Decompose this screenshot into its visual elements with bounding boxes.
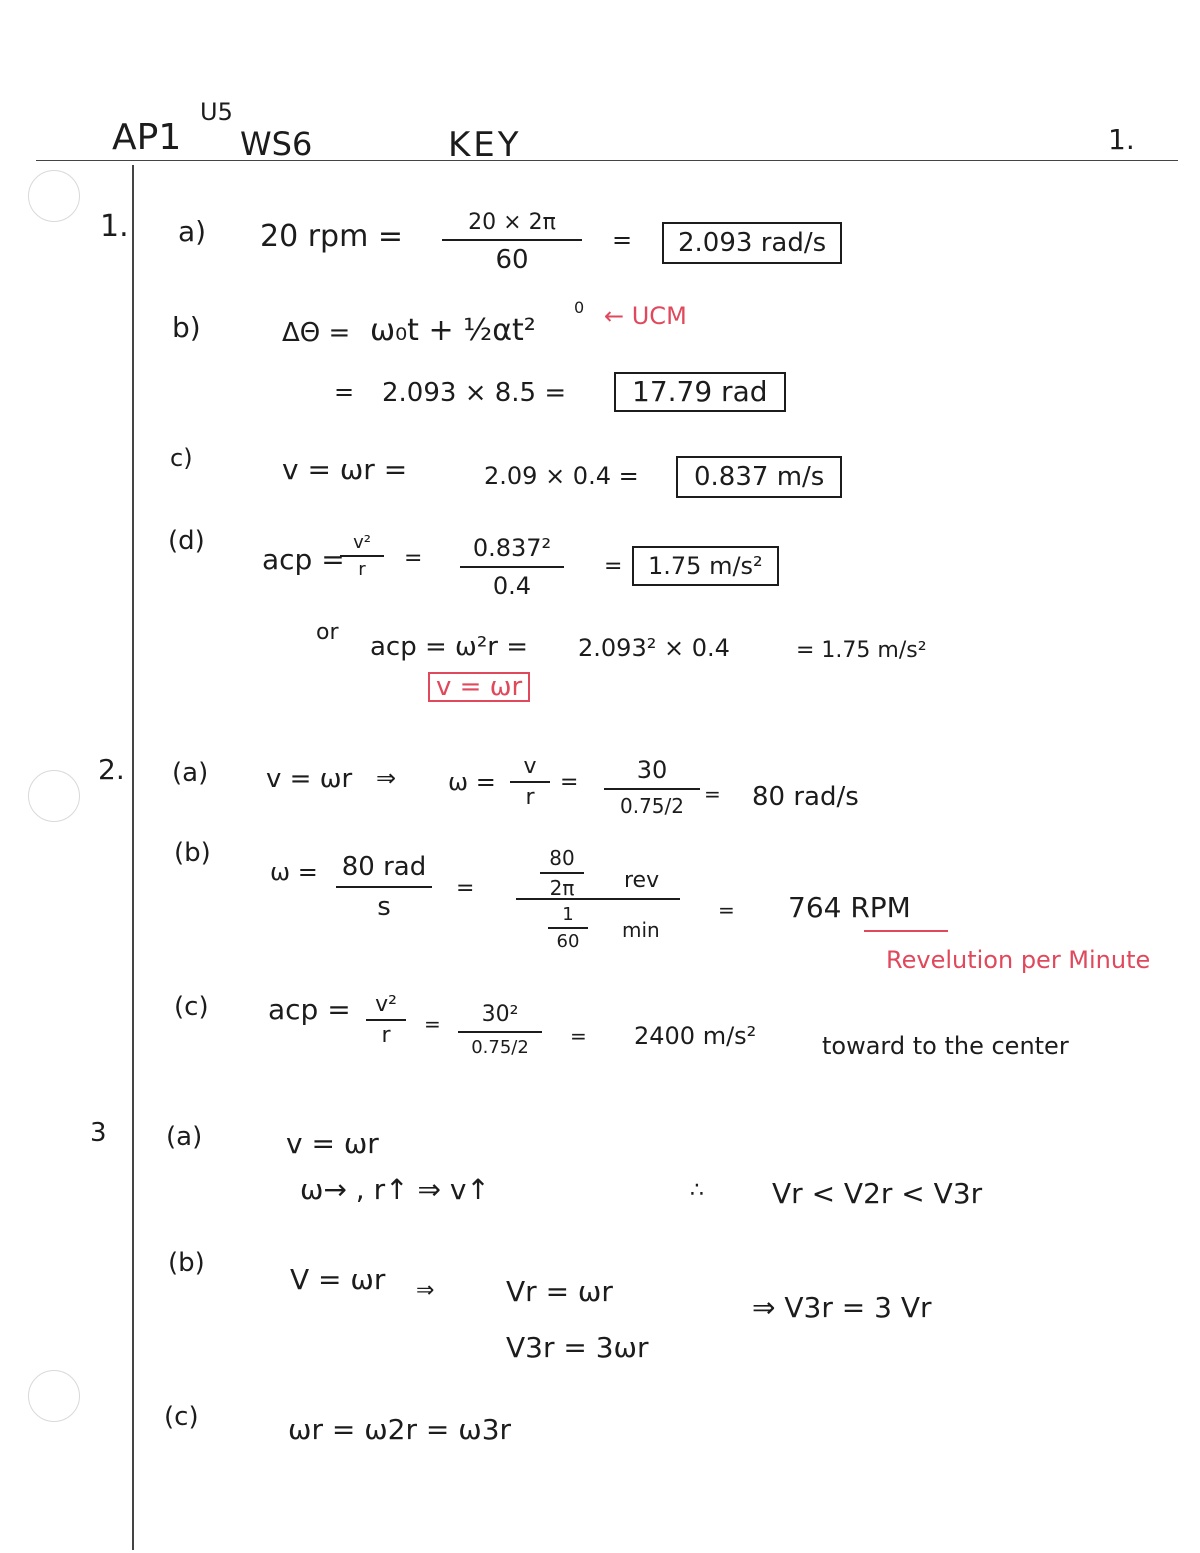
part-1a-denominator: 60 — [495, 245, 529, 275]
part-2c-formula-den: r — [381, 1023, 391, 1048]
part-2b-omega: ω = — [270, 858, 318, 886]
part-3b-label: (b) — [168, 1248, 205, 1278]
part-2b-formula-num: 80 rad — [341, 852, 427, 882]
part-2a-numerator: 30 — [636, 756, 668, 784]
part-2c-equals-2: = — [570, 1024, 587, 1048]
part-1a-fraction — [442, 210, 582, 275]
part-2a-formula-num: v — [523, 754, 537, 779]
part-3a-therefore: ∴ — [690, 1178, 704, 1203]
part-1a-equals: = — [612, 226, 633, 254]
part-1b-zero: 0 — [574, 298, 585, 317]
part-2a-answer: 80 rad/s — [752, 782, 859, 812]
margin-rule — [132, 165, 134, 1550]
part-2a-formula-fraction — [510, 754, 550, 810]
part-2a-fraction — [604, 756, 700, 818]
part-2c-fraction — [458, 1002, 542, 1058]
part-2b-answer: 764 RPM — [788, 891, 911, 924]
part-1b-lhs: ΔΘ = — [282, 318, 351, 348]
part-1d-formula-den: r — [358, 559, 366, 580]
part-1b-expression: ω₀t + ½αt² — [370, 313, 536, 348]
part-3b-line2: V3r = 3ωr — [506, 1331, 649, 1364]
part-1c-lhs: v = ωr = — [282, 453, 408, 486]
part-2b-formula-fraction — [336, 852, 432, 922]
part-3c-line: ωr = ω2r = ω3r — [288, 1413, 512, 1446]
part-2b-top-den: 2π — [549, 876, 575, 900]
part-1a-lhs: 20 rpm = — [260, 219, 403, 254]
part-2c-answer: 2400 m/s² — [634, 1022, 757, 1050]
part-2b-main-bar — [516, 898, 680, 900]
part-1b-label: b) — [172, 311, 201, 344]
part-2a-denominator: 0.75/2 — [620, 794, 684, 818]
part-1d-alt-calc: 2.093² × 0.4 — [578, 634, 730, 662]
part-2a-formula-den: r — [525, 785, 535, 810]
part-2b-red-note: Revelution per Minute — [886, 946, 1151, 974]
part-3c-label: (c) — [164, 1402, 199, 1432]
part-2b-bottom-fraction — [548, 904, 588, 952]
part-2b-min: min — [622, 918, 660, 942]
part-2c-formula-num: v² — [375, 992, 397, 1017]
part-2b-rev: rev — [624, 868, 660, 893]
part-2b-bottom-num: 1 — [562, 904, 574, 925]
part-2b-equals: = — [456, 876, 475, 901]
part-2a-omega: ω = — [448, 768, 496, 796]
part-1d-or: or — [316, 620, 339, 645]
part-1b-equals: = — [334, 378, 355, 406]
part-2c-formula-fraction — [366, 992, 406, 1048]
part-1a-numerator: 20 × 2π — [468, 210, 556, 235]
part-1b-answer: 17.79 rad — [614, 372, 786, 412]
part-2a-equals-2: = — [704, 782, 721, 806]
part-3a-label: (a) — [166, 1122, 203, 1152]
problem-2-number: 2. — [98, 753, 125, 786]
part-2a-equals: = — [560, 770, 579, 795]
page-title: KEY — [448, 125, 522, 165]
part-2c-lhs: acp = — [268, 993, 351, 1026]
binder-hole-top — [28, 170, 80, 222]
part-1c-answer: 0.837 m/s — [676, 456, 842, 498]
part-3a-line1: v = ωr — [286, 1127, 379, 1160]
part-2b-answer-underline — [864, 930, 948, 932]
part-2b-formula-den: s — [377, 892, 391, 922]
part-1d-answer: 1.75 m/s² — [632, 546, 779, 586]
part-1b-calc: 2.093 × 8.5 = — [382, 378, 567, 408]
problem-3-number: 3 — [90, 1118, 107, 1148]
binder-hole-middle — [28, 770, 80, 822]
part-2c-direction: toward to the center — [822, 1032, 1069, 1060]
binder-hole-bottom — [28, 1370, 80, 1422]
part-1d-red-note: v = ωr — [428, 672, 530, 702]
part-1c-calc: 2.09 × 0.4 = — [484, 462, 639, 490]
part-1d-formula-num: v² — [353, 532, 371, 553]
part-2b-label: (b) — [174, 838, 211, 868]
part-1d-label: (d) — [168, 526, 205, 556]
part-3a-result: Vr < V2r < V3r — [772, 1177, 983, 1210]
part-2b-top-fraction — [540, 846, 584, 900]
part-3b-result: ⇒ V3r = 3 Vr — [752, 1291, 932, 1324]
part-1d-equals: = — [404, 546, 423, 571]
header-rule — [36, 160, 1178, 161]
worksheet-label: WS6 — [240, 125, 313, 163]
part-3b-arrow: ⇒ — [416, 1278, 435, 1303]
part-1d-formula-fraction — [340, 532, 384, 580]
course-label: AP1 — [112, 117, 182, 158]
part-1a-answer: 2.093 rad/s — [662, 222, 842, 264]
part-1d-alt-lhs: acp = ω²r = — [370, 632, 528, 662]
part-2c-label: (c) — [174, 992, 209, 1022]
part-2b-top-num: 80 — [549, 846, 575, 870]
part-3b-line1: Vr = ωr — [506, 1275, 613, 1308]
unit-label: U5 — [200, 98, 233, 126]
page-number: 1. — [1108, 123, 1135, 156]
part-2a-arrow: ⇒ — [376, 764, 397, 792]
part-1d-alt-answer: = 1.75 m/s² — [796, 638, 927, 663]
part-1a-label: a) — [178, 215, 207, 248]
part-2a-label: (a) — [172, 758, 209, 788]
part-2c-equals: = — [424, 1012, 441, 1036]
part-2a-lhs: v = ωr — [266, 764, 353, 794]
part-2b-equals-2: = — [718, 898, 735, 922]
part-2b-bottom-den: 60 — [556, 931, 580, 952]
part-3b-lhs: V = ωr — [290, 1263, 386, 1296]
part-3a-line2: ω→ , r↑ ⇒ v↑ — [300, 1173, 490, 1206]
part-1d-fraction — [460, 534, 564, 600]
part-1d-denominator: 0.4 — [492, 572, 532, 600]
part-1d-lhs: acp = — [262, 543, 345, 576]
part-2c-numerator: 30² — [481, 1002, 519, 1027]
part-1b-ucm-note: ← UCM — [604, 302, 687, 330]
problem-1-number: 1. — [100, 209, 129, 244]
part-1d-numerator: 0.837² — [472, 534, 552, 562]
part-1d-equals-2: = — [604, 554, 623, 579]
part-2c-denominator: 0.75/2 — [471, 1037, 529, 1058]
part-1c-label: c) — [170, 444, 193, 472]
